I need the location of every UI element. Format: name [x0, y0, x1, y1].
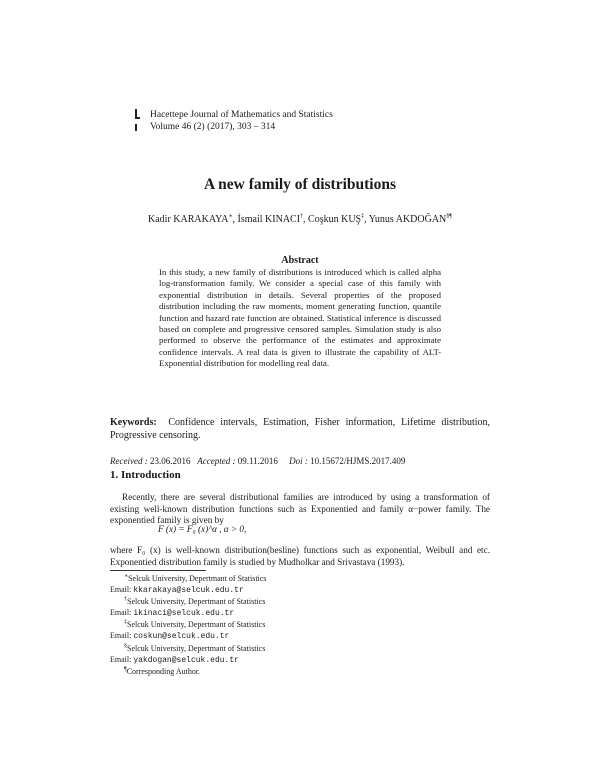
- footnote-email-line: [110, 630, 490, 642]
- footnote-mark: †: [124, 596, 127, 603]
- email-link[interactable]: kkarakaya@selcuk.edu.tr: [133, 586, 244, 596]
- affiliation-text: Selcuk University, Depertmant of Statistics: [127, 597, 266, 607]
- footnote-affiliation: [110, 619, 490, 630]
- journal-logo-icon: [133, 109, 141, 133]
- intro-paragraph: Recently, there are several distributional families are introduced by using a transformation of existing well-known distribution functions such as Exponentied and family α−power family. The exponentied family is given by: [110, 492, 490, 526]
- footnote-mark: §: [124, 642, 127, 649]
- footnote-email-line: [110, 584, 490, 596]
- accepted-label: Accepted :: [197, 456, 236, 466]
- footnote-affiliation: [110, 643, 490, 654]
- intro-paragraph: where F₀ (x) is well-known distribution(besline) functions such as exponential, Weibull and etc. Exponentied distribution family is studied by Mudholkar and Srivastava (1993).: [110, 545, 490, 567]
- author-name: Yunus AKDOĞAN: [368, 214, 447, 225]
- footnote-mark: ∗: [124, 573, 129, 580]
- author-name: Kadir KARAKAYA: [148, 214, 229, 225]
- abstract-text: In this study, a new family of distributions is introduced which is called alpha log-transformation family. We consider a special case of this family with exponential distribution in details. Several properties of the proposed distribution including the raw moments, moment generating function, quantile function and hazard rate function are obtained. Statistical inference is discussed based on complete and progressive censored samples. Simulation study is also performed to observe the performance of the estimates and approximate confidence intervals. A real data is given to illustrate the capability of ALT- Exponential distribution for modelling real data.: [159, 267, 441, 369]
- doi-value: 10.15672/HJMS.2017.409: [310, 456, 406, 466]
- email-label: Email:: [110, 585, 132, 595]
- equation: F (x) = F₀ (x)^α , α > 0,: [158, 524, 247, 534]
- author-name: İsmail KINACI: [237, 214, 301, 225]
- footnote-mark: ¶: [124, 666, 127, 673]
- footnote-affiliation: [110, 573, 490, 584]
- doi-label: Doi :: [289, 456, 308, 466]
- footnote-mark: ‡: [124, 619, 127, 626]
- submission-dates: [110, 456, 490, 466]
- section-heading: 1. Introduction: [110, 469, 181, 481]
- affiliation-text: Selcuk University, Depertmant of Statistics: [127, 620, 266, 630]
- author-mark: ‡: [361, 213, 365, 220]
- keywords-text: Confidence intervals, Estimation, Fisher information, Lifetime distribution, Progressive censoring.: [110, 417, 490, 441]
- footnote-affiliation: [110, 596, 490, 607]
- journal-volume: Volume 46 (2) (2017), 303 – 314: [150, 122, 276, 132]
- email-label: Email:: [110, 654, 132, 664]
- corresponding-text: Corresponding Author.: [126, 666, 201, 676]
- journal-name: Hacettepe Journal of Mathematics and Statistics: [150, 110, 333, 120]
- author-name: Coşkun KUŞ: [308, 214, 362, 225]
- footnote-divider: [110, 570, 206, 571]
- affiliation-text: Selcuk University, Depertmant of Statistics: [127, 643, 266, 653]
- email-link[interactable]: ikinaci@selcuk.edu.tr: [133, 609, 235, 619]
- footnote-email-line: [110, 654, 490, 666]
- footnotes: [110, 573, 490, 677]
- email-link[interactable]: yakdogan@selcuk.edu.tr: [133, 655, 239, 665]
- keywords: [110, 417, 490, 442]
- footnote-corresponding: [110, 666, 490, 677]
- footnote-email-line: [110, 607, 490, 619]
- email-link[interactable]: coskun@selcuk.edu.tr: [133, 632, 230, 642]
- abstract-heading: Abstract: [281, 255, 319, 266]
- author-mark: †: [300, 213, 304, 220]
- email-label: Email:: [110, 608, 132, 618]
- author-mark: ∗: [228, 213, 233, 220]
- paper-title: A new family of distributions: [203, 176, 397, 193]
- email-label: Email:: [110, 631, 132, 641]
- keywords-label: Keywords:: [110, 417, 157, 428]
- accepted-date: 09.11.2016: [237, 456, 278, 466]
- author-mark: §¶: [446, 213, 452, 220]
- affiliation-text: Selcuk University, Depertmant of Statistics: [128, 574, 267, 583]
- received-date: 23.06.2016: [149, 456, 191, 466]
- received-label: Received :: [110, 456, 148, 466]
- journal-header: [150, 109, 333, 133]
- author-list: Kadir KARAKAYA∗, İsmail KINACI†, Coşkun KUŞ‡, Yunus AKDOĞAN§¶: [148, 213, 452, 225]
